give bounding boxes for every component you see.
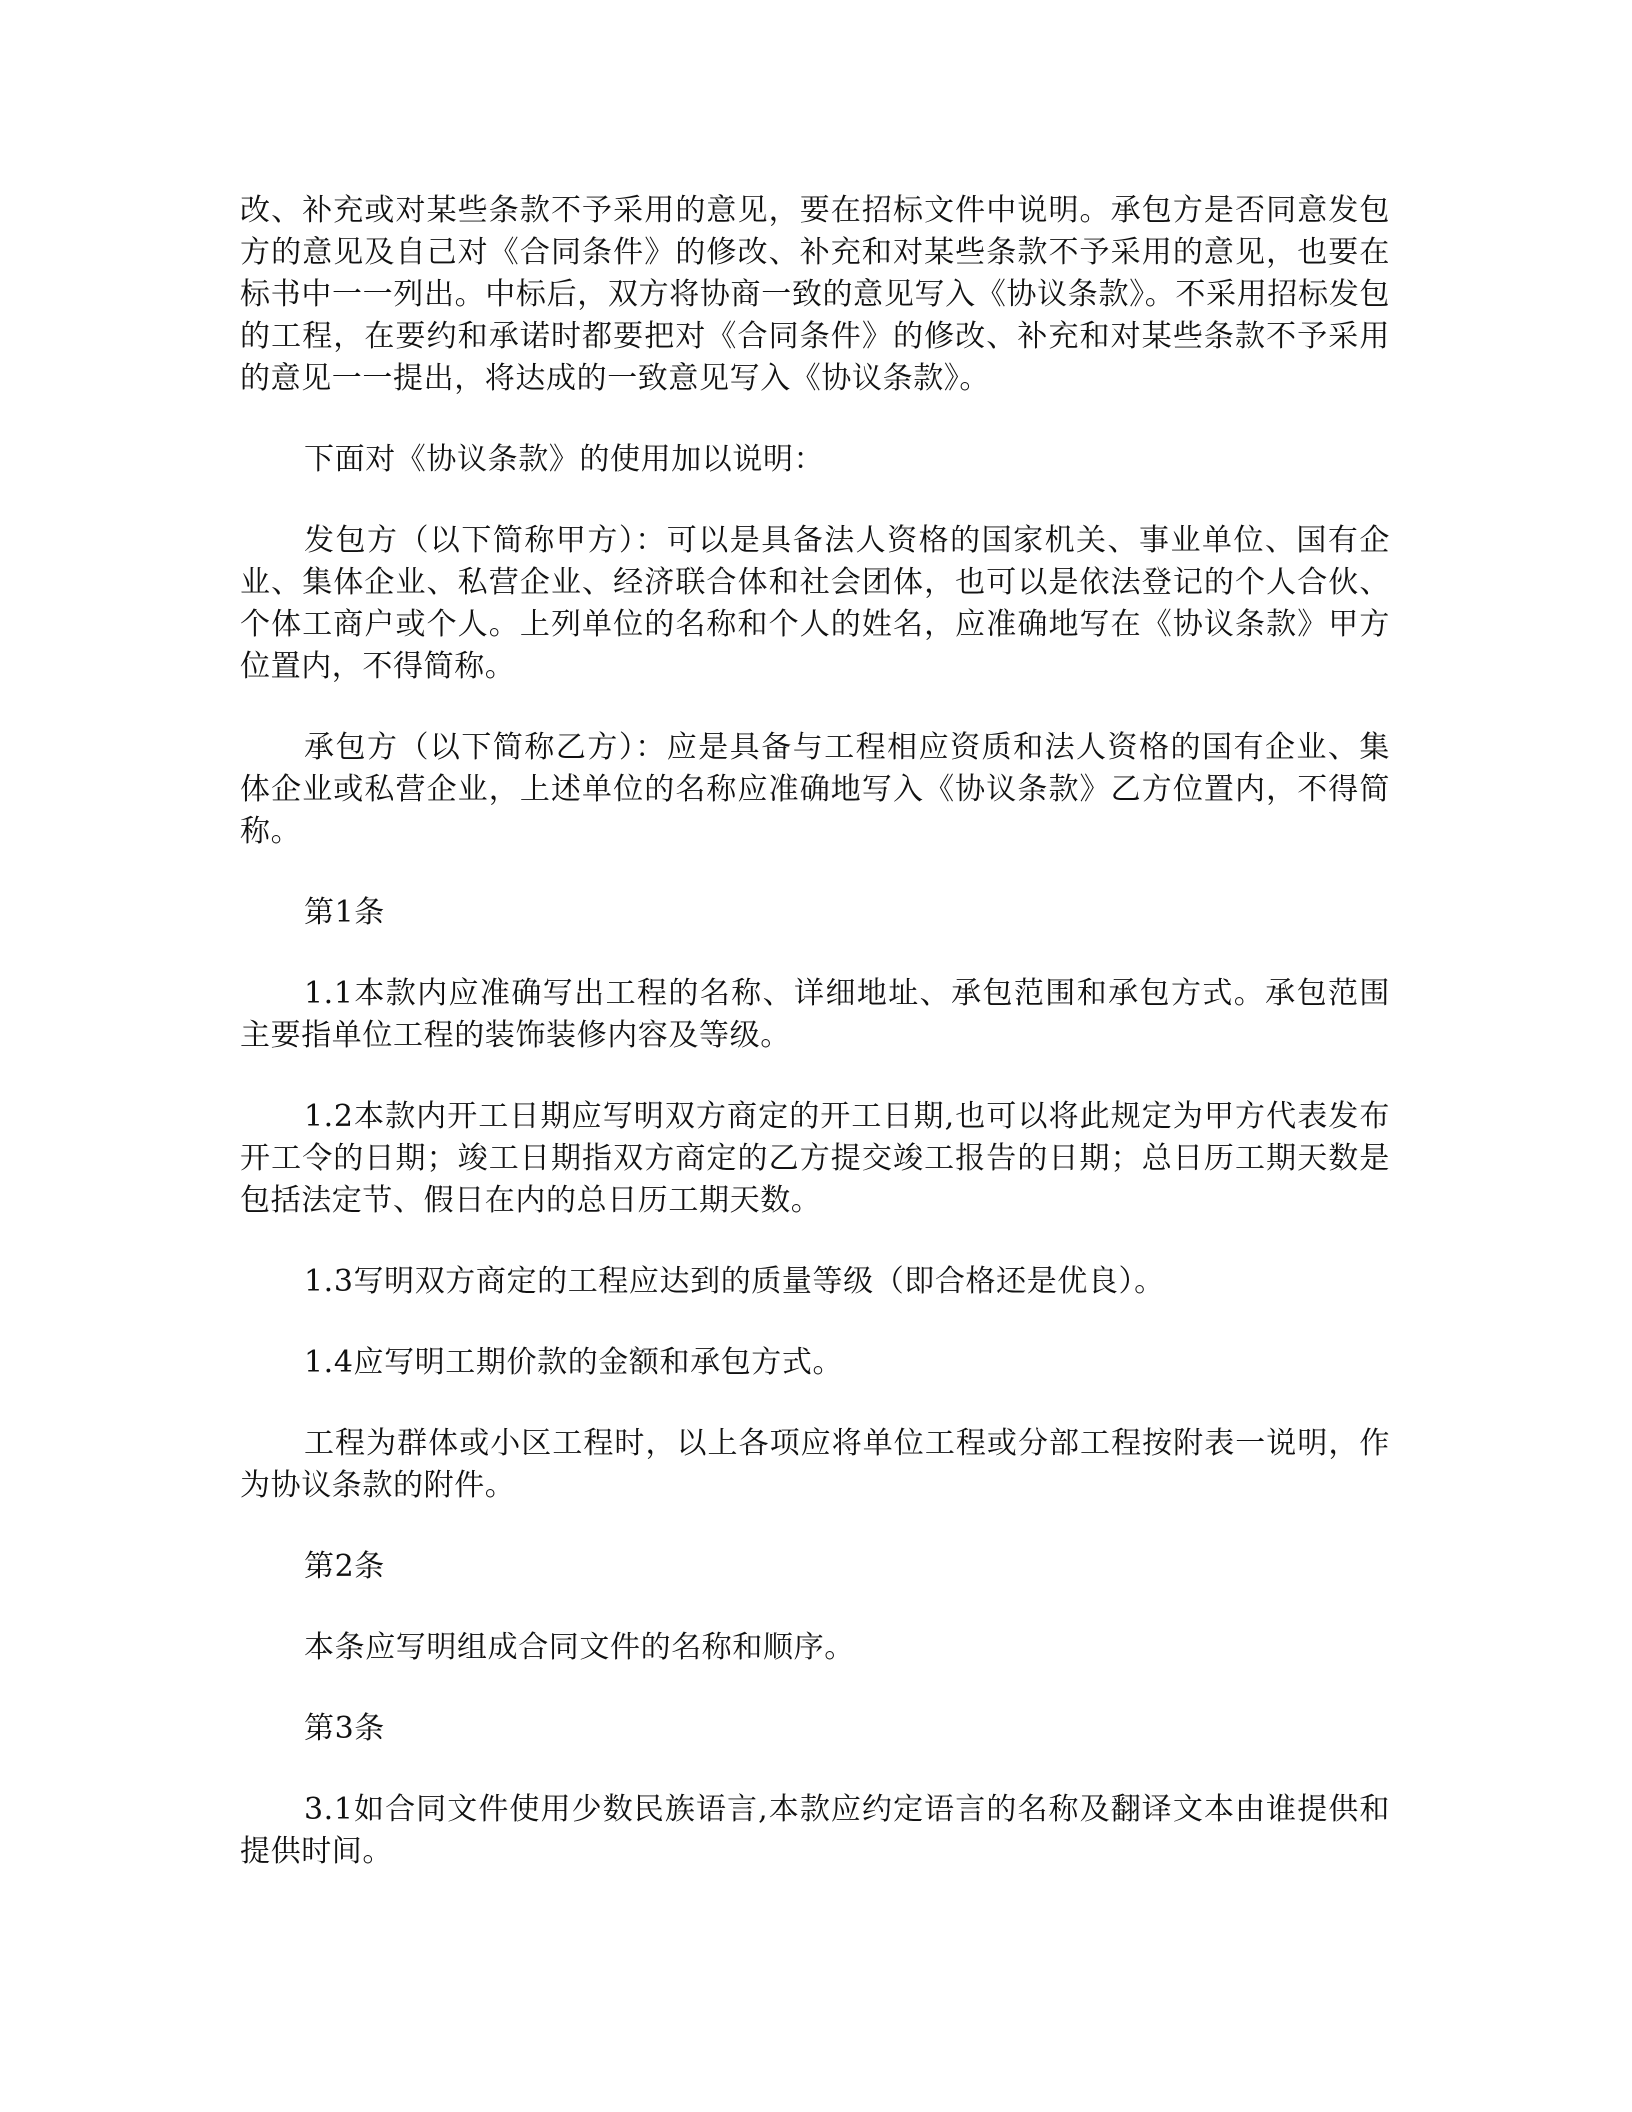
article-1-heading: 第1条 bbox=[304, 895, 385, 930]
paragraph-party-b: 承包方（以下简称乙方）：应是具备与工程相应资质和法人资格的国有企业、集体企业或私营企业，上述单位的名称应准确地写入《协议条款》乙方位置内，不得简称。 bbox=[240, 730, 1390, 849]
article-3-heading: 第3条 bbox=[304, 1711, 385, 1746]
clause-3-1: 3.1如合同文件使用少数民族语言,本款应约定语言的名称及翻译文本由谁提供和提供时间。 bbox=[240, 1792, 1390, 1869]
clause-1-1: 1.1本款内应准确写出工程的名称、详细地址、承包范围和承包方式。承包范围主要指单位工程的装饰装修内容及等级。 bbox=[240, 976, 1390, 1053]
clause-1-4: 1.4应写明工期价款的金额和承包方式。 bbox=[304, 1345, 844, 1380]
paragraph-party-a: 发包方（以下简称甲方）：可以是具备法人资格的国家机关、事业单位、国有企业、集体企业、私营企业、经济联合体和社会团体，也可以是依法登记的个人合伙、个体工商户或个人。上列单位的名称和个人的姓名，应准确地写在《协议条款》甲方位置内，不得简称。 bbox=[240, 523, 1390, 684]
paragraph-continuation: 改、补充或对某些条款不予采用的意见，要在招标文件中说明。承包方是否同意发包方的意见及自己对《合同条件》的修改、补充和对某些条款不予采用的意见，也要在标书中一一列出。中标后，双方将协商一致的意见写入《协议条款》。不采用招标发包的工程，在要约和承诺时都要把对《合同条件》的修改、补充和对某些条款不予采用的意见一一提出，将达成的一致意见写入《协议条款》。 bbox=[240, 193, 1390, 396]
article-2-body: 本条应写明组成合同文件的名称和顺序。 bbox=[304, 1630, 855, 1665]
paragraph-intro: 下面对《协议条款》的使用加以说明： bbox=[304, 442, 825, 477]
clause-1-3: 1.3写明双方商定的工程应达到的质量等级（即合格还是优良）。 bbox=[304, 1264, 1165, 1299]
document-page bbox=[240, 190, 1390, 1912]
paragraph-group-project: 工程为群体或小区工程时，以上各项应将单位工程或分部工程按附表一说明，作为协议条款的附件。 bbox=[240, 1426, 1390, 1503]
clause-1-2: 1.2本款内开工日期应写明双方商定的开工日期,也可以将此规定为甲方代表发布开工令的日期；竣工日期指双方商定的乙方提交竣工报告的日期；总日历工期天数是包括法定节、假日在内的总日历工期天数。 bbox=[240, 1099, 1390, 1218]
article-2-heading: 第2条 bbox=[304, 1549, 385, 1584]
